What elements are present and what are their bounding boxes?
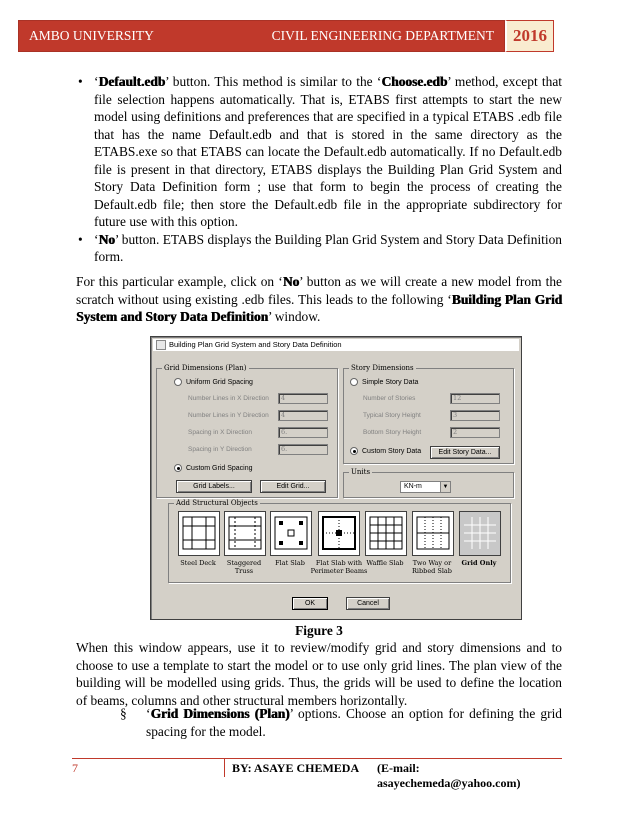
num-stories-field[interactable]: 12 — [450, 393, 500, 404]
units-value: KN-m — [404, 483, 422, 490]
radio-label: Uniform Grid Spacing — [186, 378, 253, 386]
spacing-x-field[interactable]: 6. — [278, 427, 328, 438]
steel-deck-icon — [179, 512, 219, 555]
footer-divider — [224, 759, 225, 777]
edit-grid-button[interactable]: Edit Grid... — [260, 480, 326, 493]
chevron-down-icon: ▼ — [440, 482, 450, 492]
group-label: Story Dimensions — [351, 364, 414, 372]
steel-deck-template[interactable] — [178, 511, 220, 556]
typical-height-field[interactable]: 3 — [450, 410, 500, 421]
page-footer — [72, 758, 562, 790]
radio-label: Simple Story Data — [362, 378, 419, 386]
flat-slab-template[interactable] — [270, 511, 312, 556]
uniform-grid-radio[interactable] — [174, 378, 253, 386]
grid-labels-button[interactable]: Grid Labels... — [176, 480, 252, 493]
flat-slab-perimeter-icon — [319, 512, 359, 555]
bullet-text: button. ETABS displays the Building Plan Grid System and Story Data Definition form. — [94, 231, 562, 264]
radio-circle — [350, 447, 358, 455]
sub-bullet-text: ’ options. Choose an option for defining the grid spacing for the model. — [146, 706, 562, 739]
typical-height-label: Typical Story Height — [363, 412, 421, 419]
figure-caption: Figure 3 — [295, 623, 343, 638]
bottom-height-label: Bottom Story Height — [363, 429, 422, 436]
radio-label: Custom Grid Spacing — [186, 464, 253, 472]
para-text: For this particular example, click on ‘ — [76, 274, 283, 289]
group-label: Add Structural Objects — [176, 499, 258, 507]
template-caption: Grid Only — [461, 559, 497, 567]
bullet-dot: • — [78, 231, 83, 247]
template-caption: Waffle Slab — [366, 559, 404, 567]
radio-circle — [174, 464, 182, 472]
ribbed-slab-template[interactable] — [412, 511, 454, 556]
bullet-lead: No — [98, 231, 115, 247]
para-emphasis: No — [282, 274, 300, 289]
lines-x-field[interactable]: 4 — [278, 393, 328, 404]
custom-story-radio[interactable] — [350, 447, 421, 455]
staggered-truss-icon — [225, 512, 265, 555]
num-stories-label: Number of Stories — [363, 395, 416, 402]
dialog-title: Building Plan Grid System and Story Data Definition — [169, 340, 342, 349]
department-name: CIVIL ENGINEERING DEPARTMENT — [271, 28, 494, 43]
template-caption: Staggered Truss — [226, 559, 262, 575]
ok-button[interactable]: OK — [292, 597, 328, 610]
waffle-slab-template[interactable] — [365, 511, 407, 556]
quote: ‘ — [94, 74, 99, 89]
staggered-truss-template[interactable] — [224, 511, 266, 556]
bullet-text: button. This method is similar to the ‘ — [168, 74, 382, 89]
bullet-list — [72, 73, 562, 266]
quote: ‘ — [94, 231, 99, 247]
bullet-text: ’ method, except that file selection happens automatically. That is, ETABS first attempts to start the new model using definitions and preferences that are specified in a typical ETABS .edb file that has the name Default.edb and that is stored in the same directory as the ETABS.exe so that ETABS can locate the Default.edb automatically. If no Default.edb file is present in that directory, ETABS displays the Building Plan Grid System and Story Data Definition form ; use that form to begin the process of creating the Default.edb file; then store the Default.edb file in the appropriate subdirectory for future use with this option. — [94, 74, 563, 229]
sub-bullet-grid-dimensions — [120, 705, 562, 740]
spacing-y-label: Spacing in Y Direction — [188, 446, 252, 453]
spacing-x-label: Spacing in X Direction — [188, 429, 252, 436]
lines-x-label: Number Lines in X Direction — [188, 395, 269, 402]
waffle-slab-icon — [366, 512, 406, 555]
paragraph-intro — [76, 273, 562, 326]
page-number: 7 — [72, 761, 78, 775]
bullet-dot: • — [78, 74, 83, 89]
flat-slab-icon — [271, 512, 311, 555]
template-caption: Flat Slab — [275, 559, 305, 567]
bullet-emphasis: Choose.edb — [381, 74, 448, 89]
footer-author: BY: ASAYE CHEMEDA — [232, 761, 360, 775]
university-name: AMBO UNIVERSITY — [29, 28, 154, 43]
flat-slab-perimeter-template[interactable] — [318, 511, 360, 556]
grid-only-icon — [460, 512, 500, 555]
lines-y-label: Number Lines in Y Direction — [188, 412, 269, 419]
para-text: ’ button as we will create a new model from the scratch without using existing .edb files. This leads to the following ‘ — [76, 274, 562, 307]
sub-bullet-emphasis: Grid Dimensions (Plan) — [150, 706, 290, 721]
quote: ’ — [165, 74, 169, 89]
units-dropdown[interactable] — [400, 481, 451, 493]
para-text: ’ window. — [267, 309, 321, 324]
header-year: 2016 — [505, 20, 554, 52]
para-emphasis: Building Plan Grid System and Story Data Definition — [76, 291, 562, 324]
ribbed-slab-icon — [413, 512, 453, 555]
section-marker: § — [120, 706, 127, 721]
cancel-button[interactable]: Cancel — [346, 597, 390, 610]
quote: ’ — [114, 231, 119, 247]
template-caption: Steel Deck — [180, 559, 216, 567]
template-caption: Two Way or Ribbed Slab — [412, 559, 452, 575]
radio-circle — [174, 378, 182, 386]
quote: ‘ — [146, 706, 151, 721]
radio-label: Custom Story Data — [362, 447, 422, 455]
paragraph-explanation: When this window appears, use it to review/modify grid and story dimensions and to choose to use a template to start the model or to use only grid lines. The plan view of the building will be modelled using grids. Thus, the grids will be used to define the location of beams, columns and other structural members horizontally. — [76, 640, 562, 708]
group-label: Units — [351, 468, 371, 476]
template-caption: Flat Slab with Perimeter Beams — [310, 559, 368, 575]
grid-only-template[interactable] — [459, 511, 501, 556]
lines-y-field[interactable]: 4 — [278, 410, 328, 421]
spacing-y-field[interactable]: 6. — [278, 444, 328, 455]
custom-grid-radio[interactable] — [174, 464, 253, 472]
dialog-title-bar — [153, 339, 519, 351]
bullet-no — [72, 231, 562, 266]
bullet-default-edb — [72, 73, 562, 231]
bottom-height-field[interactable]: 2 — [450, 427, 500, 438]
bullet-lead: Default.edb — [98, 74, 166, 89]
app-icon — [156, 340, 166, 350]
header-banner — [18, 20, 505, 52]
simple-story-radio[interactable] — [350, 378, 418, 386]
group-label: Grid Dimensions (Plan) — [164, 364, 247, 372]
page-header — [18, 20, 554, 52]
radio-circle — [350, 378, 358, 386]
footer-email: (E-mail: asayechemeda@yahoo.com) — [377, 761, 521, 790]
edit-story-data-button[interactable]: Edit Story Data... — [430, 446, 500, 459]
